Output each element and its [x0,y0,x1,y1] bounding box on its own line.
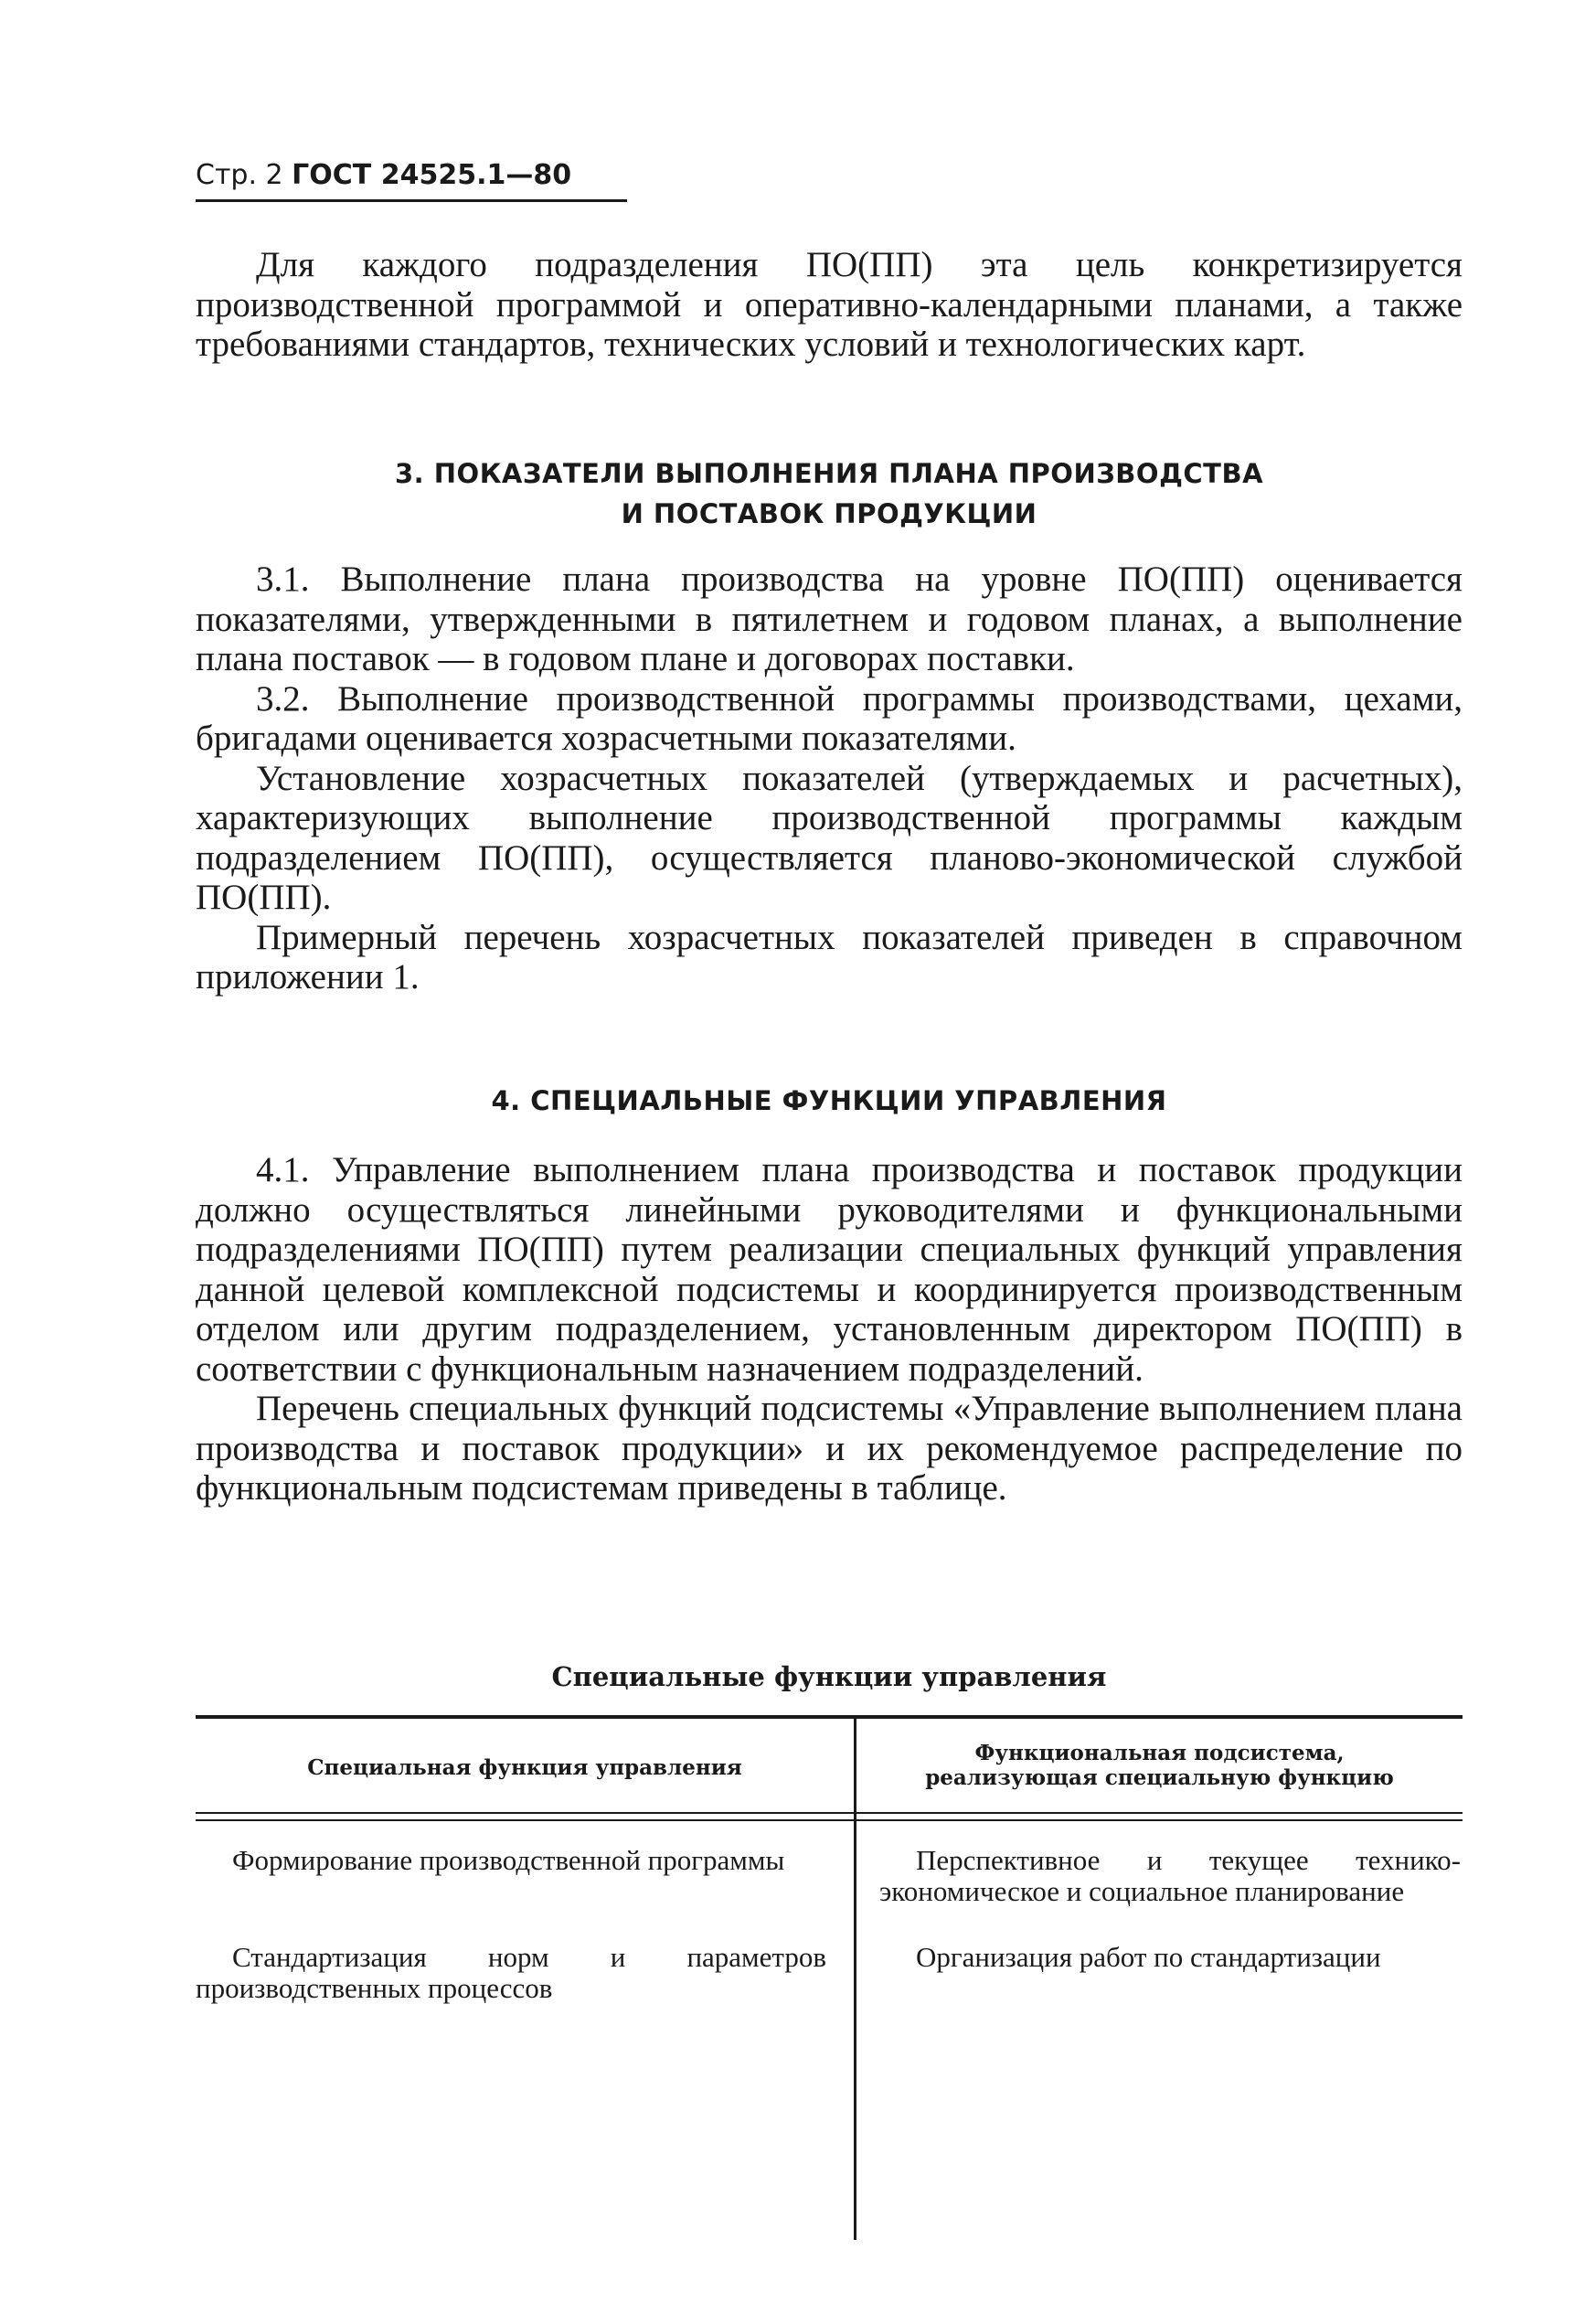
section-4-heading-text: 4. СПЕЦИАЛЬНЫЕ ФУНКЦИИ УПРАВЛЕНИЯ [491,1085,1167,1116]
table-header-rule-1 [196,1812,1463,1814]
table-top-rule [196,1715,1463,1719]
table-caption: Специальные функции управления [551,1661,1107,1692]
table-header-rule-2 [196,1819,1463,1821]
table-header-subsystem [856,1741,1463,1790]
table-column-divider [854,1719,856,2240]
header-rule [196,199,627,202]
table-row [196,1845,826,1876]
section-3-body [196,560,1463,997]
row-1-function: Формирование производственной программы [232,1844,785,1876]
table-row [879,1942,1461,1973]
section-4-body [196,1150,1463,1508]
section-3-heading [196,453,1463,534]
paragraph-3-2: 3.2. Выполнение производственной программы производствами, цехами, бригадами оценивается хозрасчетными показателями. [196,678,1463,758]
table-row [879,1845,1461,1907]
paragraph-3-1: 3.1. Выполнение плана производства на уровне ПО(ПП) оценивается показателями, утвержденными в пятилетнем и годовом планах, а выполнение плана поставок — в годовом плане и договорах поставки. [196,560,1463,678]
document-code: ГОСТ 24525.1—80 [292,159,572,191]
paragraph-4-1-list: Перечень специальных функций подсистемы «Управление выполнением плана производства и поставок продукции» и их рекомендуемое распределение по функциональным подсистемам приведены в таблице. [196,1389,1463,1508]
page-header [196,152,571,199]
table-header-subsystem-line-1: Функциональная подсистема, [974,1741,1345,1765]
intro-paragraph: Для каждого подразделения ПО(ПП) эта цель конкретизируется производственной программой и оперативно-календарными планами, а также требованиями стандартов, технических условий и технологических карт. [196,245,1463,364]
row-2-function: Стандартизация норм и параметров производственных процессов [196,1941,826,2004]
row-2-subsystem: Организация работ по стандартизации [916,1941,1381,1973]
table-header-function: Специальная функция управления [307,1755,742,1780]
paragraph-4-1: 4.1. Управление выполнением плана производства и поставок продукции должно осуществляться линейными руководителями и функциональными подразделениями ПО(ПП) путем реализации специальных функций управления данной целевой комплексной подсистемы и координируется производственным отделом или другим подразделением, установленным директором ПО(ПП) в соответствии с функциональным назначением подразделений. [196,1150,1463,1389]
row-1-subsystem: Перспективное и текущее технико-экономическое и социальное планирование [879,1844,1461,1907]
section-4-heading [196,1081,1463,1121]
paragraph-3-2-continued: Установление хозрасчетных показателей (утверждаемых и расчетных), характеризующих выполнение производственной программы каждым подразделением ПО(ПП), осуществляется планово-экономической службой ПО(ПП). [196,758,1463,917]
table-header-subsystem-line-2: реализующая специальную функцию [925,1765,1394,1790]
section-3-heading-line-2: И ПОСТАВОК ПРОДУКЦИИ [621,498,1037,529]
page-label: Стр. 2 [196,159,283,191]
intro-block [196,245,1463,365]
paragraph-3-2-reference: Примерный перечень хозрасчетных показателей приведен в справочном приложении 1. [196,917,1463,997]
table-row [196,1942,826,2004]
section-3-heading-line-1: 3. ПОКАЗАТЕЛИ ВЫПОЛНЕНИЯ ПЛАНА ПРОИЗВОДСТВА [394,458,1264,489]
